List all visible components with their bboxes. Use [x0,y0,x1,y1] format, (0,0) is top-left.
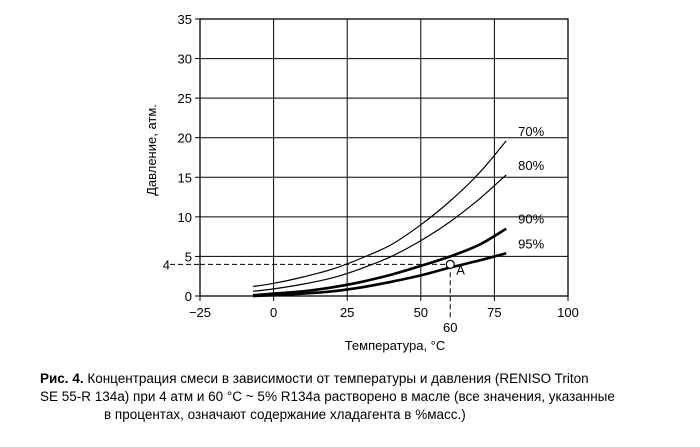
series-label-95pct: 95% [518,236,545,252]
grid [195,19,568,301]
caption-text-1: Концентрация смеси в зависимости от температуры и давления (RENISO Triton [87,371,589,386]
y-tick-label: 5 [184,249,192,265]
ref-x-label: 60 [443,320,458,335]
y-axis-title: Давление, атм. [144,104,159,196]
x-tick-label: 0 [269,305,278,320]
series-label-90pct: 90% [518,211,545,227]
y-tick-label: 0 [184,289,192,304]
x-tick-label: 75 [487,305,502,320]
series-line-80pct [253,175,506,291]
y-tick-label: 25 [177,91,192,107]
x-axis-title: Температура, °C [344,338,446,353]
plot-frame [200,19,568,296]
figure-number: Рис. 4. [40,371,84,386]
x-tick-label: −25 [188,305,212,320]
series-labels [518,124,544,251]
point-a-marker [446,260,454,268]
ref-y-label: 4 [162,257,170,273]
caption-line-3: в процентах, означают содержание хладагента в %масс.) [104,407,466,422]
point-a-label: A [456,262,465,278]
x-tick-label: 25 [339,305,355,320]
series-label-70pct: 70% [518,123,545,139]
y-tick-label: 20 [177,130,192,146]
caption-line-1 [40,370,680,388]
figure-caption [40,370,680,424]
series-line-95pct [253,253,506,296]
y-tick-label: 30 [177,51,192,67]
series-label-80pct: 80% [518,157,545,173]
y-tick-label: 10 [177,209,192,225]
x-tick-label: 50 [413,305,429,320]
y-tick-label: 15 [177,170,192,186]
caption-line-2: SE 55-R 134a) при 4 атм и 60 °С ~ 5% R134a растворено в масле (все значения, указанные [40,389,615,404]
x-tick-label: 100 [557,305,579,320]
y-tick-label: 35 [177,12,192,27]
series-lines [253,141,506,296]
